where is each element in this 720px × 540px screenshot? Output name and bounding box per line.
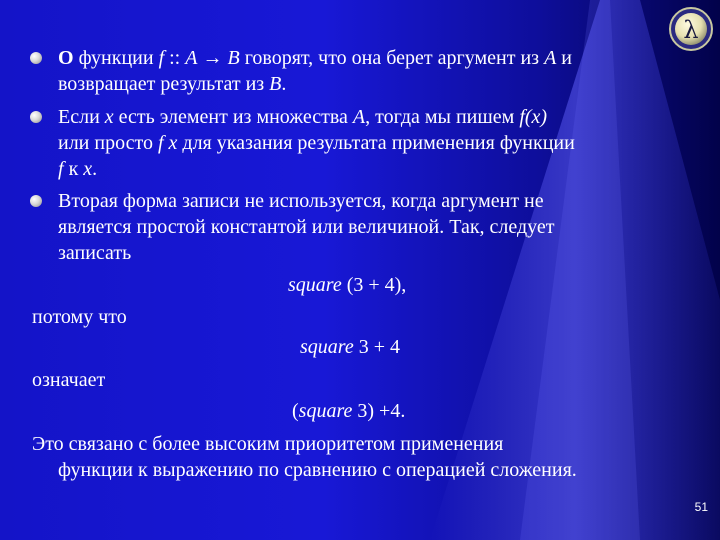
- text-run: B: [227, 47, 240, 69]
- text-run: f: [158, 47, 165, 69]
- text-run: f: [58, 158, 64, 180]
- text-run: →: [197, 47, 228, 69]
- text-run: .: [281, 73, 287, 95]
- text-run: Вторая форма записи не используется, когда аргумент не: [58, 190, 544, 212]
- text-run: 3 + 4: [353, 336, 400, 358]
- text-run: .: [92, 158, 98, 180]
- bullet-item-2: [58, 104, 698, 182]
- formula-1: [288, 272, 406, 298]
- text-run: x: [83, 158, 93, 180]
- text-run: к: [63, 158, 84, 180]
- text-run: или просто: [58, 132, 158, 154]
- text-line: [58, 214, 698, 240]
- text-run: ::: [164, 47, 186, 69]
- text-run: записать: [58, 242, 132, 264]
- text-run: Если: [58, 106, 105, 128]
- text-run: возвращает результат из: [58, 73, 270, 95]
- text-run: A: [544, 47, 557, 69]
- conclusion-line-1: Это связано с более высоким приоритетом применения: [32, 433, 504, 455]
- bullet-dot-icon: [30, 111, 42, 123]
- text-run: square: [288, 274, 342, 296]
- text-run: (: [292, 400, 299, 422]
- lambda-icon: λ: [683, 16, 699, 44]
- bullet-dot-icon: [30, 195, 42, 207]
- means-text: означает: [32, 369, 106, 391]
- formula-3: [292, 398, 405, 424]
- text-run: О: [58, 47, 74, 69]
- text-run: B: [269, 73, 282, 95]
- text-run: и: [556, 47, 572, 69]
- text-run: для указания результата применения функции: [177, 132, 575, 154]
- text-run: (3 + 4),: [341, 274, 407, 296]
- bullet-text: [58, 45, 698, 97]
- text-run: square: [298, 400, 353, 422]
- bullet-item-1: [58, 45, 698, 97]
- text-line: [58, 240, 698, 266]
- bullet-text: [58, 188, 698, 266]
- text-run: f(x): [519, 106, 548, 128]
- text-run: 3) +4.: [352, 400, 406, 422]
- text-run: f x: [157, 132, 178, 154]
- text-run: square: [300, 336, 354, 358]
- text-line: [58, 156, 698, 182]
- text-line: [58, 104, 698, 130]
- because-text: потому что: [32, 306, 127, 328]
- text-line: [58, 130, 698, 156]
- text-line: [58, 45, 698, 71]
- text-run: говорят, что она берет аргумент из: [239, 47, 545, 69]
- text-run: есть элемент из множества: [113, 106, 353, 128]
- bullet-text: [58, 104, 698, 182]
- text-run: , тогда мы пишем: [365, 106, 520, 128]
- text-run: является простой константой или величиной. Так, следует: [58, 216, 555, 238]
- page-number: 51: [694, 500, 708, 514]
- text-line: [58, 71, 698, 97]
- bullet-dot-icon: [30, 52, 42, 64]
- text-run: A: [185, 47, 198, 69]
- bullet-item-3: [58, 188, 698, 266]
- text-line: [58, 188, 698, 214]
- text-run: x: [104, 106, 114, 128]
- formula-2: [300, 334, 400, 360]
- text-run: функции: [73, 47, 159, 69]
- text-run: A: [352, 106, 366, 128]
- conclusion-line-2: функции к выражению по сравнению с операцией сложения.: [58, 459, 577, 481]
